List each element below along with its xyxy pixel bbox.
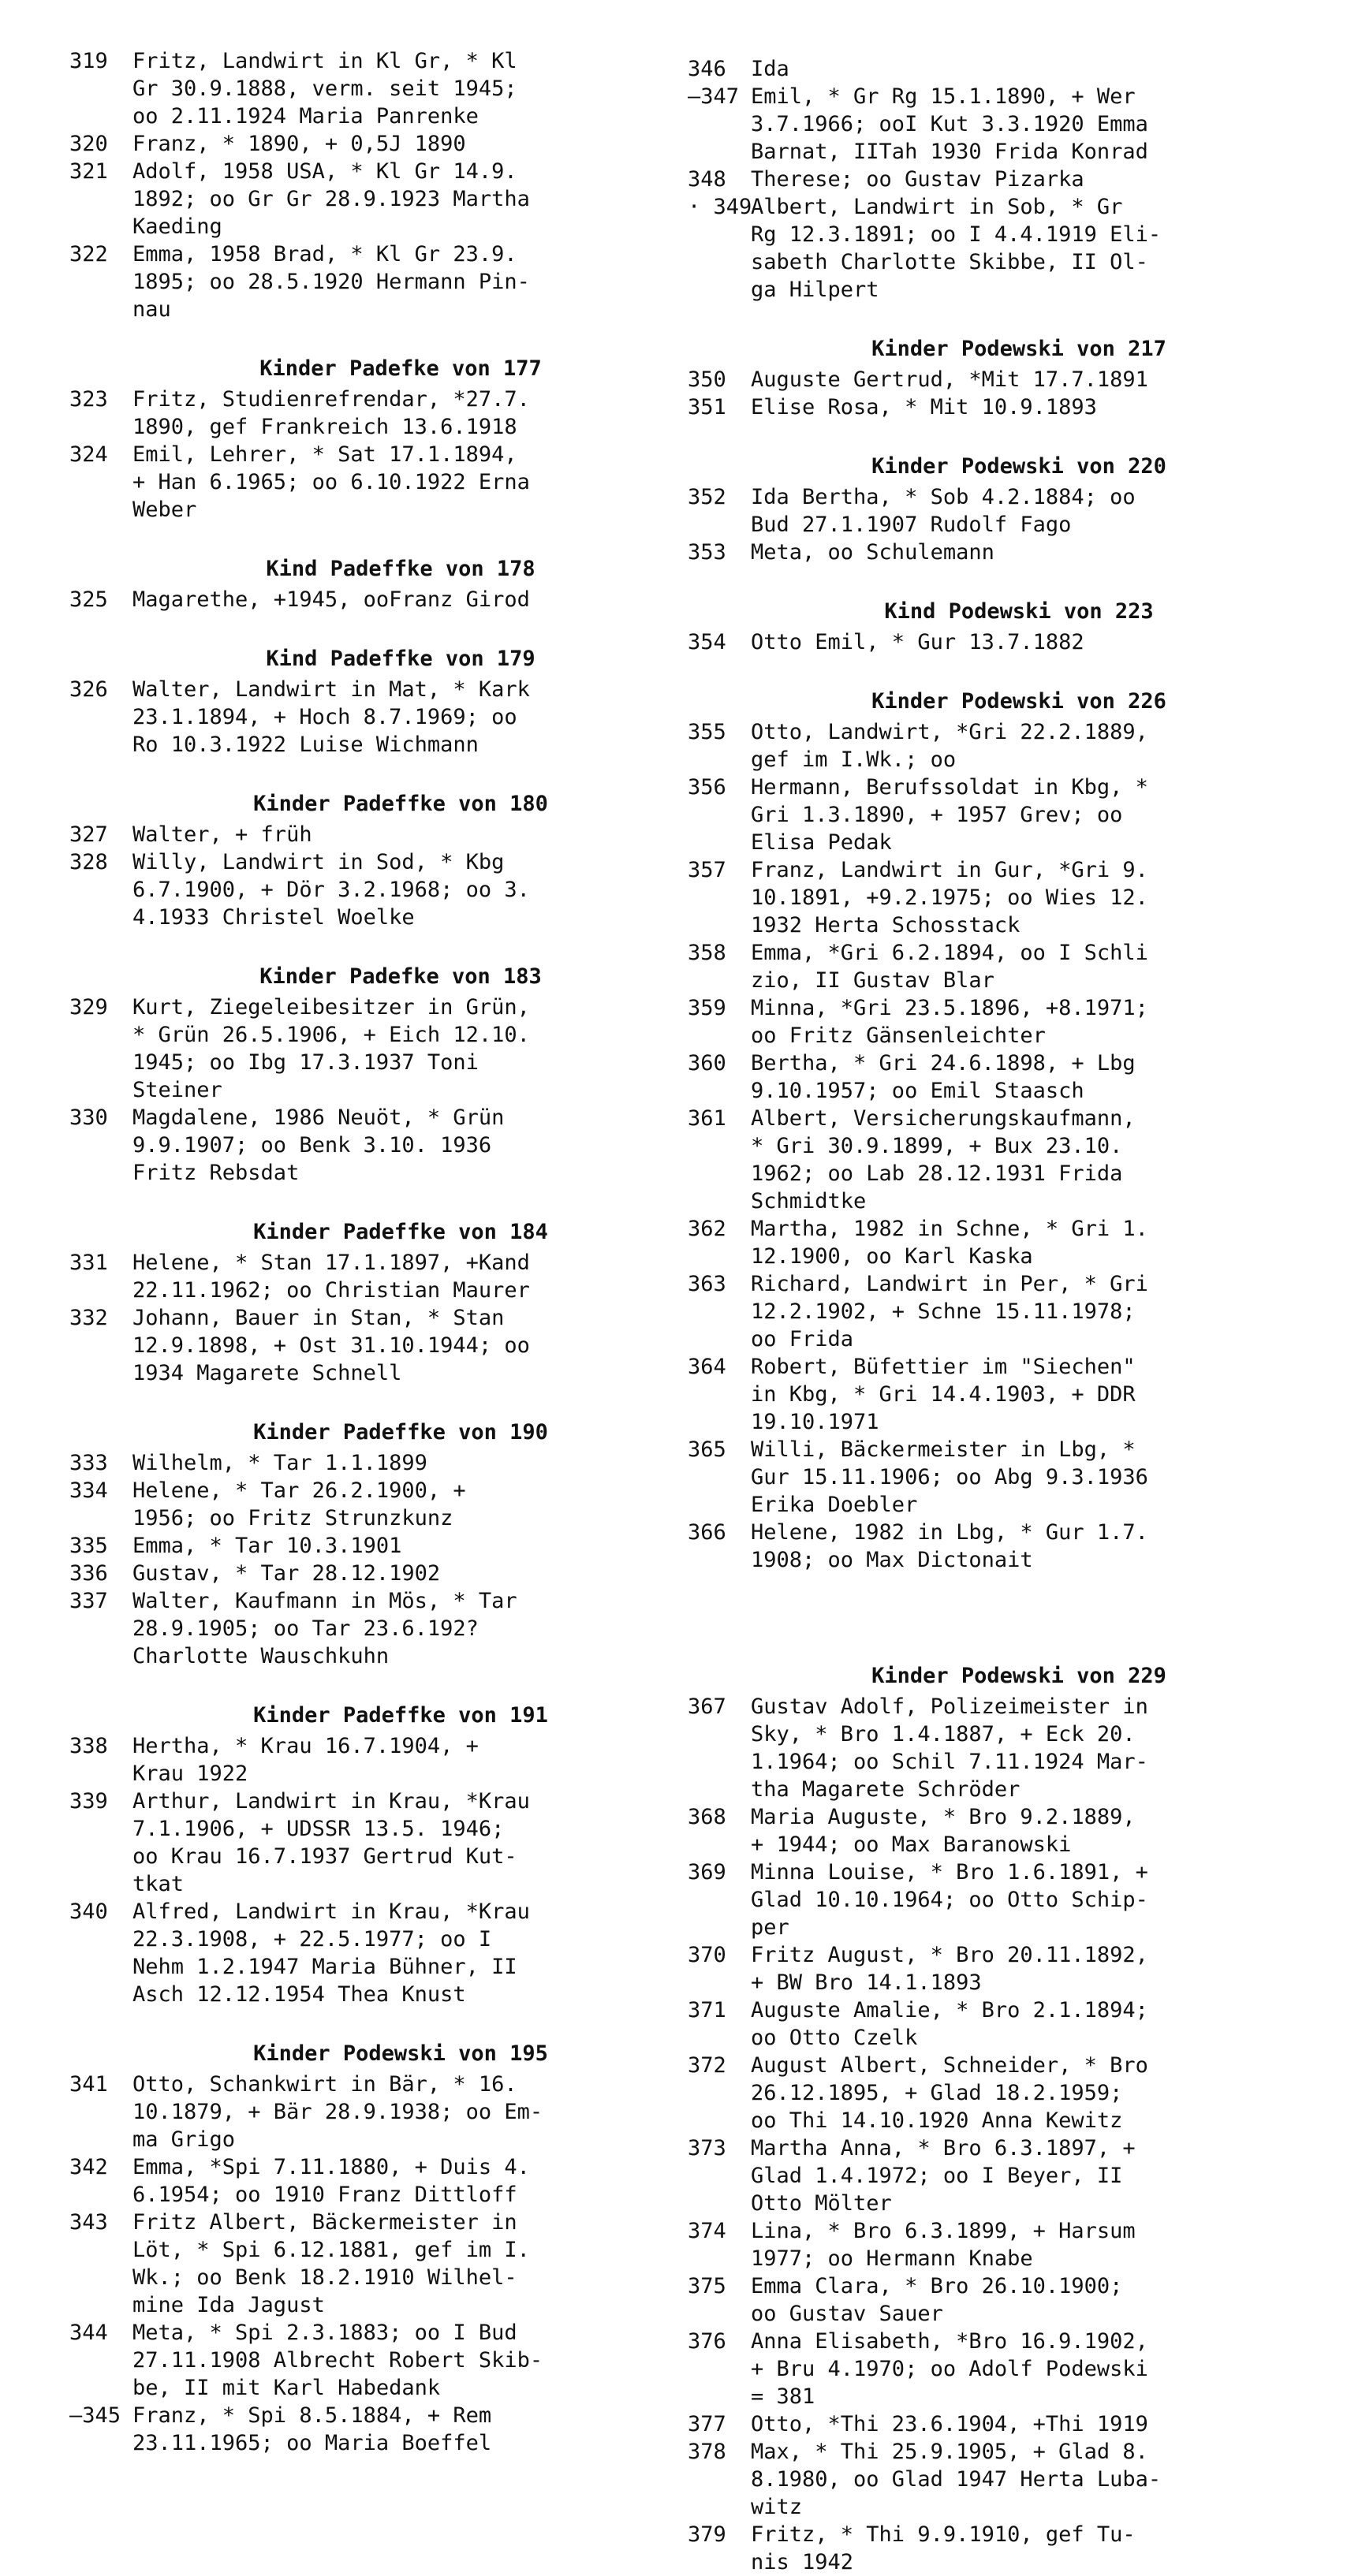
genealogy-entry xyxy=(69,2153,669,2209)
genealogy-entry xyxy=(688,2134,1287,2217)
genealogy-entry xyxy=(69,1249,669,1304)
genealogy-entry xyxy=(688,939,1287,994)
section-heading: Kinder Padefke von 183 xyxy=(259,964,542,989)
left-column xyxy=(69,47,669,2457)
entry-text: Auguste Amalie, * Bro 2.1.1894; oo Otto Czelk xyxy=(751,1998,1148,2050)
genealogy-entry xyxy=(688,1941,1287,1996)
genealogy-entry xyxy=(69,1304,669,1387)
entry-number: 375 xyxy=(688,2274,726,2298)
genealogy-entry xyxy=(688,628,1287,656)
genealogy-entry xyxy=(69,1587,669,1670)
entry-number: 361 xyxy=(688,1106,726,1131)
genealogy-entry xyxy=(688,1693,1287,1803)
entry-text: Fritz August, * Bro 20.11.1892, + BW Bro 14.1.1893 xyxy=(751,1943,1148,1995)
entry-number: 365 xyxy=(688,1437,726,1462)
entry-number: 348 xyxy=(688,167,726,192)
entry-number: 332 xyxy=(69,1306,108,1330)
entry-number: 371 xyxy=(688,1998,726,2022)
entry-text: Emil, Lehrer, * Sat 17.1.1894, + Han 6.1965; oo 6.10.1922 Erna Weber xyxy=(132,442,530,522)
genealogy-entry xyxy=(69,586,669,613)
entry-number: 342 xyxy=(69,2155,108,2179)
entry-text: Minna Louise, * Bro 1.6.1891, + Glad 10.10.1964; oo Otto Schip- per xyxy=(751,1860,1148,1940)
entry-text: Otto Emil, * Gur 13.7.1882 xyxy=(751,630,1084,654)
genealogy-entry xyxy=(688,2217,1287,2272)
entry-text: Walter, Kaufmann in Mös, * Tar 28.9.1905; oo Tar 23.6.192? Charlotte Wauschkuhn xyxy=(132,1589,517,1668)
entry-text: Emil, * Gr Rg 15.1.1890, + Wer 3.7.1966; ooI Kut 3.3.1920 Emma Barnat, IITah 1930 Frida Konrad xyxy=(751,84,1148,164)
entry-number: 363 xyxy=(688,1272,726,1296)
genealogy-entry xyxy=(688,2438,1287,2521)
genealogy-entry xyxy=(69,1477,669,1532)
entry-text: Hermann, Berufssoldat in Kbg, * Gri 1.3.1890, + 1957 Grev; oo Elisa Pedak xyxy=(751,775,1148,855)
section-heading: Kinder Podewski von 217 xyxy=(871,337,1166,361)
genealogy-entry xyxy=(69,993,669,1104)
entry-number: 336 xyxy=(69,1561,108,1586)
entry-text: Richard, Landwirt in Per, * Gri 12.2.1902, + Schne 15.11.1978; oo Frida xyxy=(751,1272,1148,1351)
entry-text: Anna Elisabeth, *Bro 16.9.1902, + Bru 4.1970; oo Adolf Podewski = 381 xyxy=(751,2329,1148,2409)
genealogy-entry xyxy=(688,166,1287,193)
section-heading: Kinder Podewski von 229 xyxy=(871,1664,1166,1688)
entry-text: Ida Bertha, * Sob 4.2.1884; oo Bud 27.1.1907 Rudolf Fago xyxy=(751,485,1136,537)
entry-text: Emma, *Spi 7.11.1880, + Duis 4. 6.1954; oo 1910 Franz Dittloff xyxy=(132,2155,530,2207)
genealogy-entry xyxy=(69,1532,669,1560)
entry-number: 325 xyxy=(69,587,108,612)
genealogy-entry xyxy=(688,2272,1287,2328)
entry-number: 358 xyxy=(688,941,726,965)
entry-number: 373 xyxy=(688,2136,726,2160)
entry-number: 335 xyxy=(69,1534,108,1558)
entry-text: Albert, Versicherungskaufmann, * Gri 30.9.1899, + Bux 23.10. 1962; oo Lab 28.12.1931 Frida Schmidtke xyxy=(751,1106,1136,1213)
section-heading: Kinder Padeffke von 190 xyxy=(253,1420,548,1445)
entry-text: Helene, 1982 in Lbg, * Gur 1.7. 1908; oo Max Dictonait xyxy=(751,1520,1148,1572)
entry-number: 377 xyxy=(688,2412,726,2436)
entry-text: Otto, Schankwirt in Bär, * 16. 10.1879, + Bär 28.9.1938; oo Em- ma Grigo xyxy=(132,2072,543,2152)
entry-text: Magarethe, +1945, ooFranz Girod xyxy=(132,587,530,612)
entry-number: 333 xyxy=(69,1451,108,1475)
genealogy-entry xyxy=(688,1803,1287,1858)
entry-text: Max, * Thi 25.9.1905, + Glad 8. 8.1980, oo Glad 1947 Herta Luba- witz xyxy=(751,2440,1162,2519)
entry-text: Hertha, * Krau 16.7.1904, + Krau 1922 xyxy=(132,1734,479,1786)
entry-text: Fritz, Landwirt in Kl Gr, * Kl Gr 30.9.1888, verm. seit 1945; oo 2.11.1924 Maria Panrenke xyxy=(132,49,517,129)
genealogy-entry xyxy=(688,1353,1287,1436)
genealogy-entry xyxy=(688,1105,1287,1215)
entry-text: Emma, 1958 Brad, * Kl Gr 23.9. 1895; oo 28.5.1920 Hermann Pin- nau xyxy=(132,242,530,322)
entry-text: Martha Anna, * Bro 6.3.1897, + Glad 1.4.1972; oo I Beyer, II Otto Mölter xyxy=(751,2136,1136,2216)
entry-number: 338 xyxy=(69,1734,108,1758)
entry-number: 327 xyxy=(69,822,108,847)
entry-number: 372 xyxy=(688,2053,726,2078)
section-heading: Kinder Padeffke von 191 xyxy=(253,1703,548,1728)
entry-number: 366 xyxy=(688,1520,726,1545)
entry-number: 351 xyxy=(688,395,726,419)
genealogy-entry xyxy=(688,2328,1287,2410)
entry-number: 353 xyxy=(688,540,726,565)
genealogy-entry xyxy=(688,539,1287,566)
entry-text: Elise Rosa, * Mit 10.9.1893 xyxy=(751,395,1097,419)
genealogy-entry xyxy=(69,821,669,848)
entry-number: 362 xyxy=(688,1217,726,1241)
entry-text: Franz, Landwirt in Gur, *Gri 9. 10.1891, +9.2.1975; oo Wies 12. 1932 Herta Schosstack xyxy=(751,858,1148,938)
genealogy-entry xyxy=(688,1858,1287,1941)
entry-number: 360 xyxy=(688,1051,726,1076)
genealogy-entry xyxy=(69,2071,669,2153)
genealogy-entry xyxy=(69,676,669,759)
entry-number: 321 xyxy=(69,159,108,184)
entry-text: Wilhelm, * Tar 1.1.1899 xyxy=(132,1451,427,1475)
entry-text: Willy, Landwirt in Sod, * Kbg 6.7.1900, + Dör 3.2.1968; oo 3. 4.1933 Christel Woelke xyxy=(132,850,530,930)
entry-text: Martha, 1982 in Schne, * Gri 1. 12.1900, oo Karl Kaska xyxy=(751,1217,1148,1269)
genealogy-entry xyxy=(688,483,1287,539)
section-heading: Kind Padeffke von 179 xyxy=(266,647,535,671)
entry-number: 354 xyxy=(688,630,726,654)
entry-text: Lina, * Bro 6.3.1899, + Harsum 1977; oo Hermann Knabe xyxy=(751,2219,1136,2271)
entry-number: 331 xyxy=(69,1251,108,1275)
entry-text: Kurt, Ziegeleibesitzer in Grün, * Grün 26.5.1906, + Eich 12.10. 1945; oo Ibg 17.3.1937 Toni Steiner xyxy=(132,995,530,1102)
entry-number: 376 xyxy=(688,2329,726,2354)
entry-number: 370 xyxy=(688,1943,726,1967)
entry-text: Robert, Büfettier im "Siechen" in Kbg, * Gri 14.4.1903, + DDR 19.10.1971 xyxy=(751,1355,1136,1434)
entry-number: 359 xyxy=(688,996,726,1020)
entry-text: Willi, Bäckermeister in Lbg, * Gur 15.11.1906; oo Abg 9.3.1936 Erika Doebler xyxy=(751,1437,1148,1517)
genealogy-entry xyxy=(69,240,669,323)
entry-number: —345 xyxy=(69,2403,121,2428)
genealogy-entry xyxy=(69,441,669,524)
entry-text: Auguste Gertrud, *Mit 17.7.1891 xyxy=(751,367,1148,392)
entry-number: 340 xyxy=(69,1899,108,1924)
genealogy-entry xyxy=(688,2052,1287,2134)
genealogy-entry xyxy=(688,1270,1287,1353)
genealogy-entry xyxy=(688,366,1287,393)
entry-number: 319 xyxy=(69,49,108,73)
genealogy-entry xyxy=(688,2521,1287,2576)
section-heading: Kind Padeffke von 178 xyxy=(266,557,535,581)
entry-text: Walter, + früh xyxy=(132,822,312,847)
genealogy-entry xyxy=(688,193,1287,304)
section-heading: Kinder Padeffke von 184 xyxy=(253,1220,548,1244)
genealogy-entry xyxy=(688,55,1287,83)
entry-text: Therese; oo Gustav Pizarka xyxy=(751,167,1084,192)
genealogy-entry xyxy=(688,1215,1287,1270)
genealogy-entry xyxy=(688,1996,1287,2052)
genealogy-entry xyxy=(69,1104,669,1187)
entry-text: Helene, * Tar 26.2.1900, + 1956; oo Fritz Strunzkunz xyxy=(132,1478,466,1530)
entry-number: 350 xyxy=(688,367,726,392)
genealogy-entry xyxy=(69,1560,669,1587)
entry-number: 337 xyxy=(69,1589,108,1613)
entry-text: Emma Clara, * Bro 26.10.1900; oo Gustav Sauer xyxy=(751,2274,1123,2326)
entry-number: —347 xyxy=(688,84,740,109)
entry-text: Walter, Landwirt in Mat, * Kark 23.1.1894, + Hoch 8.7.1969; oo Ro 10.3.1922 Luise Wichmann xyxy=(132,677,530,757)
entry-number: 320 xyxy=(69,132,108,156)
genealogy-entry xyxy=(69,47,669,130)
entry-text: Johann, Bauer in Stan, * Stan 12.9.1898, + Ost 31.10.1944; oo 1934 Magarete Schnell xyxy=(132,1306,530,1385)
genealogy-entry xyxy=(69,130,669,158)
genealogy-entry xyxy=(688,856,1287,939)
entry-number: · 349 xyxy=(688,195,752,219)
entry-number: 339 xyxy=(69,1789,108,1814)
entry-text: Bertha, * Gri 24.6.1898, + Lbg 9.10.1957; oo Emil Staasch xyxy=(751,1051,1136,1103)
genealogy-entry xyxy=(688,2410,1287,2438)
entry-number: 346 xyxy=(688,57,726,81)
genealogy-entry xyxy=(69,1788,669,1898)
genealogy-entry xyxy=(688,83,1287,166)
entry-text: Arthur, Landwirt in Krau, *Krau 7.1.1906, + UDSSR 13.5. 1946; oo Krau 16.7.1937 Gertrud Kut- tkat xyxy=(132,1789,530,1896)
genealogy-entry xyxy=(69,1732,669,1788)
entry-number: 356 xyxy=(688,775,726,800)
genealogy-entry xyxy=(688,994,1287,1049)
entry-text: Magdalene, 1986 Neuöt, * Grün 9.9.1907; oo Benk 3.10. 1936 Fritz Rebsdat xyxy=(132,1105,505,1185)
section-heading: Kind Podewski von 223 xyxy=(884,599,1154,624)
section-heading: Kinder Padefke von 177 xyxy=(259,356,542,381)
entry-number: 379 xyxy=(688,2522,726,2547)
genealogy-entry xyxy=(69,386,669,441)
entry-text: Minna, *Gri 23.5.1896, +8.1971; oo Fritz Gänsenleichter xyxy=(751,996,1148,1048)
right-column xyxy=(688,55,1287,2576)
genealogy-entry xyxy=(688,1436,1287,1519)
entry-number: 357 xyxy=(688,858,726,882)
entry-number: 341 xyxy=(69,2072,108,2097)
genealogy-entry xyxy=(69,2319,669,2402)
entry-text: Fritz, Studienrefrendar, *27.7. 1890, gef Frankreich 13.6.1918 xyxy=(132,387,530,439)
genealogy-entry xyxy=(688,1519,1287,1574)
entry-text: Helene, * Stan 17.1.1897, +Kand 22.11.1962; oo Christian Maurer xyxy=(132,1251,530,1303)
genealogy-entry xyxy=(69,1449,669,1477)
entry-number: 367 xyxy=(688,1694,726,1719)
entry-number: 329 xyxy=(69,995,108,1020)
entry-number: 355 xyxy=(688,720,726,744)
genealogy-entry xyxy=(688,774,1287,856)
entry-text: Meta, oo Schulemann xyxy=(751,540,994,565)
entry-text: Gustav, * Tar 28.12.1902 xyxy=(132,1561,441,1586)
entry-text: Otto, *Thi 23.6.1904, +Thi 1919 xyxy=(751,2412,1148,2436)
entry-text: Franz, * Spi 8.5.1884, + Rem 23.11.1965; oo Maria Boeffel xyxy=(132,2403,492,2455)
entry-text: Maria Auguste, * Bro 9.2.1889, + 1944; oo Max Baranowski xyxy=(751,1805,1136,1857)
entry-text: Adolf, 1958 USA, * Kl Gr 14.9. 1892; oo Gr Gr 28.9.1923 Martha Kaeding xyxy=(132,159,530,239)
entry-text: Alfred, Landwirt in Krau, *Krau 22.3.1908, + 22.5.1977; oo I Nehm 1.2.1947 Maria Bühner, II Asch 12.12.1954 Thea Knust xyxy=(132,1899,530,2007)
entry-number: 344 xyxy=(69,2321,108,2345)
entry-number: 334 xyxy=(69,1478,108,1503)
entry-number: 374 xyxy=(688,2219,726,2243)
section-heading: Kinder Podewski von 226 xyxy=(871,689,1166,714)
entry-number: 326 xyxy=(69,677,108,702)
section-heading: Kinder Podewski von 220 xyxy=(871,454,1166,479)
genealogy-entry xyxy=(688,718,1287,774)
entry-text: Gustav Adolf, Polizeimeister in Sky, * Bro 1.4.1887, + Eck 20. 1.1964; oo Schil 7.11.1924 Mar- tha Magarete Schröder xyxy=(751,1694,1148,1802)
entry-text: Fritz Albert, Bäckermeister in Löt, * Spi 6.12.1881, gef im I. Wk.; oo Benk 18.2.1910 Wilhel- mine Ida Jagust xyxy=(132,2210,530,2317)
entry-number: 378 xyxy=(688,2440,726,2464)
entry-text: Albert, Landwirt in Sob, * Gr Rg 12.3.1891; oo I 4.4.1919 Eli- sabeth Charlotte Skibbe, II Ol- ga Hilpert xyxy=(751,195,1162,302)
entry-number: 323 xyxy=(69,387,108,412)
genealogy-entry xyxy=(69,2402,669,2457)
entry-number: 364 xyxy=(688,1355,726,1379)
entry-number: 328 xyxy=(69,850,108,874)
entry-text: August Albert, Schneider, * Bro 26.12.1895, + Glad 18.2.1959; oo Thi 14.10.1920 Anna Kewitz xyxy=(751,2053,1148,2133)
entry-text: Franz, * 1890, + 0,5J 1890 xyxy=(132,132,466,156)
entry-text: Meta, * Spi 2.3.1883; oo I Bud 27.11.1908 Albrecht Robert Skib- be, II mit Karl Habedank xyxy=(132,2321,543,2400)
section-heading: Kinder Padeffke von 180 xyxy=(253,792,548,816)
entry-number: 369 xyxy=(688,1860,726,1884)
entry-number: 343 xyxy=(69,2210,108,2235)
genealogy-entry xyxy=(69,2209,669,2319)
entry-number: 352 xyxy=(688,485,726,509)
genealogy-entry xyxy=(688,1049,1287,1105)
entry-text: Ida xyxy=(751,57,789,81)
genealogy-entry xyxy=(69,1898,669,2008)
genealogy-entry xyxy=(69,158,669,240)
entry-number: 368 xyxy=(688,1805,726,1829)
section-heading: Kinder Podewski von 195 xyxy=(253,2041,548,2066)
entry-number: 324 xyxy=(69,442,108,467)
genealogy-entry xyxy=(688,393,1287,421)
entry-number: 330 xyxy=(69,1105,108,1130)
entry-text: Emma, * Tar 10.3.1901 xyxy=(132,1534,402,1558)
entry-text: Fritz, * Thi 9.9.1910, gef Tu- nis 1942 xyxy=(751,2522,1136,2574)
entry-number: 322 xyxy=(69,242,108,267)
genealogy-entry xyxy=(69,848,669,931)
entry-text: Emma, *Gri 6.2.1894, oo I Schli zio, II Gustav Blar xyxy=(751,941,1148,993)
entry-text: Otto, Landwirt, *Gri 22.2.1889, gef im I.Wk.; oo xyxy=(751,720,1148,772)
